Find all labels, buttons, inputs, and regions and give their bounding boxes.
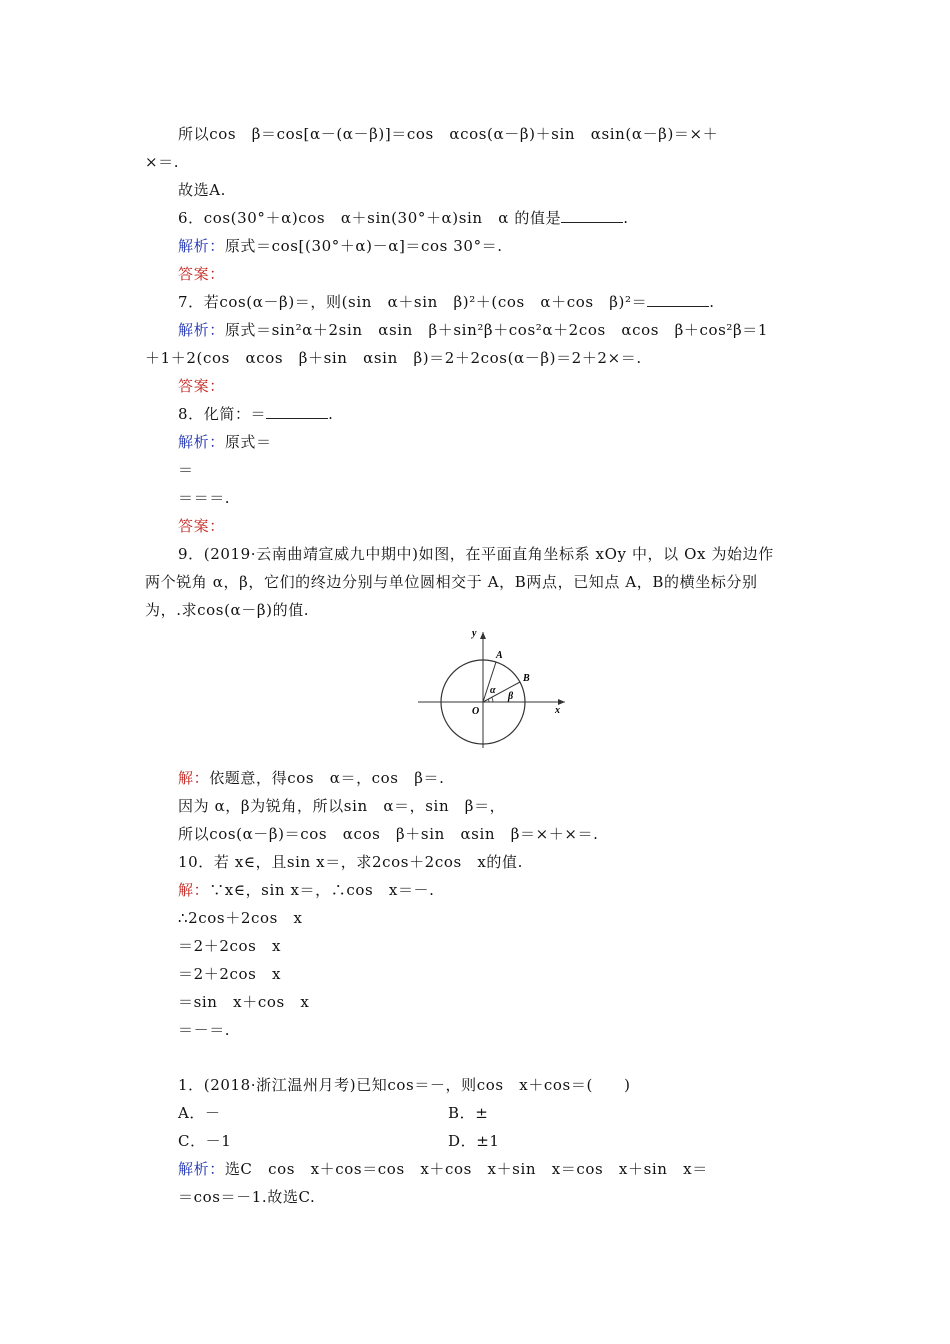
unit-circle-figure: [415, 624, 575, 750]
solution-10-step: ＝sin x＋cos x: [178, 993, 310, 1011]
question-8: [178, 404, 334, 424]
answer-label: 答案：: [178, 377, 225, 395]
solution-8-step: ＝＝＝.: [178, 489, 231, 507]
solution-7-text: 原式＝sin²α＋2sin αsin β＋sin²β＋cos²α＋2cos αcos β＋cos²β＝1: [224, 321, 769, 339]
text-line-3: 故选A.: [178, 181, 227, 199]
solution-6: [178, 236, 503, 256]
question-7-end: .: [709, 293, 715, 311]
solution-8: [178, 432, 272, 452]
question-1: 1．(2018·浙江温州月考)已知cos＝－，则cos x＋cos＝( ): [178, 1076, 631, 1094]
question-7-text: 7．若cos(α－β)＝，则(sin α＋sin β)²＋(cos α＋cos β)²＝: [178, 293, 648, 311]
solution-7: [178, 320, 768, 340]
answer-blank: [561, 209, 623, 223]
choice-b: B．±: [448, 1104, 489, 1122]
question-8-end: .: [328, 405, 334, 423]
solution-10: [178, 880, 435, 900]
solution-9-step: 所以cos(α－β)＝cos αcos β＋sin αsin β＝×＋×＝.: [178, 825, 599, 843]
solution-10-text: ∵x∈，sin x＝，∴cos x＝－.: [209, 881, 435, 899]
question-9-line-3: 为，.求cos(α－β)的值.: [145, 601, 310, 619]
solution-9-step: 因为 α，β为锐角，所以sin α＝，sin β＝，: [178, 797, 506, 815]
choice-c: C．－1: [178, 1132, 232, 1150]
solution-8-text: 原式＝: [224, 433, 272, 451]
solution-1: [178, 1159, 708, 1179]
question-6-end: .: [623, 209, 629, 227]
solution-8-step: ＝: [178, 461, 194, 479]
solution-label: 解：: [178, 881, 210, 899]
angle-alpha-label: α: [490, 685, 496, 696]
analysis-label: 解析：: [178, 237, 225, 255]
choice-d: D．±1: [448, 1132, 500, 1150]
question-7: [178, 292, 715, 312]
text-line-1: 所以cos β＝cos[α－(α－β)]＝cos αcos(α－β)＋sin αsin(α－β)＝×＋: [178, 125, 719, 143]
analysis-label: 解析：: [178, 321, 225, 339]
answer-blank: [647, 293, 709, 307]
point-b-label: B: [523, 673, 530, 684]
solution-1-cont: ＝cos＝－1.故选C.: [178, 1188, 316, 1206]
answer-label: 答案：: [178, 265, 225, 283]
y-axis-label: y: [472, 628, 477, 639]
solution-10-step: ＝2＋2cos x: [178, 965, 282, 983]
solution-1-text: 选C cos x＋cos＝cos x＋cos x＋sin x＝cos x＋sin x＝: [224, 1160, 708, 1178]
solution-10-step: ∴2cos＋2cos x: [178, 909, 303, 927]
origin-label: O: [472, 706, 480, 717]
point-a-label: A: [496, 650, 503, 661]
question-6-text: 6．cos(30°＋α)cos α＋sin(30°＋α)sin α 的值是: [178, 209, 562, 227]
solution-9: [178, 768, 444, 788]
x-axis-label: x: [555, 705, 560, 716]
beta-arc: [492, 697, 493, 702]
analysis-label: 解析：: [178, 1160, 225, 1178]
analysis-label: 解析：: [178, 433, 225, 451]
solution-label: 解：: [178, 769, 210, 787]
question-9-line-2: 两个锐角 α，β，它们的终边分别与单位圆相交于 A，B两点，已知点 A，B的横坐标分别: [145, 573, 758, 591]
solution-6-text: 原式＝cos[(30°＋α)－α]＝cos 30°＝.: [224, 237, 503, 255]
text-line-2: ×＝.: [145, 153, 180, 171]
solution-10-step: ＝－＝.: [178, 1021, 231, 1039]
question-10: 10．若 x∈，且sin x＝，求2cos＋2cos x的值.: [178, 853, 523, 871]
angle-beta-label: β: [508, 691, 514, 702]
solution-10-step: ＝2＋2cos x: [178, 937, 282, 955]
question-6: [178, 208, 629, 228]
question-8-text: 8．化简：＝: [178, 405, 267, 423]
answer-label: 答案：: [178, 517, 225, 535]
choice-a: A．－: [178, 1104, 221, 1122]
solution-9-text: 依题意，得cos α＝，cos β＝.: [209, 769, 445, 787]
answer-blank: [266, 405, 328, 419]
solution-7-cont: ＋1＋2(cos αcos β＋sin αsin β)＝2＋2cos(α－β)＝2＋2×＝.: [145, 349, 642, 367]
question-9-line-1: 9．(2019·云南曲靖宣威九中期中)如图，在平面直角坐标系 xOy 中，以 Ox 为始边作: [178, 545, 774, 563]
y-axis-arrow: [480, 632, 486, 639]
